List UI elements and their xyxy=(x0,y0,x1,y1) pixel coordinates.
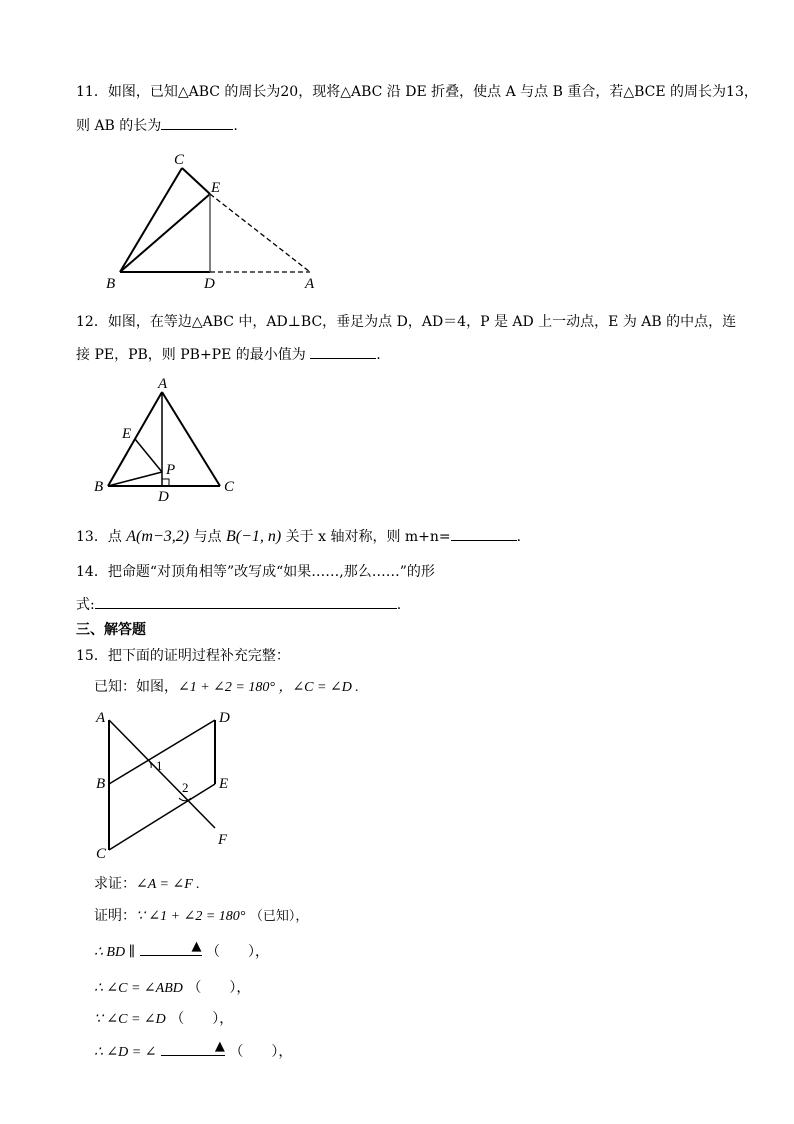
q15-step3 xyxy=(94,1009,233,1030)
q15-prove-math: ∠A = ∠F . xyxy=(136,877,200,892)
q13-end: . xyxy=(516,529,522,545)
q12-label-e: E xyxy=(122,426,132,442)
q15-step2-math: ∴ ∠C = ∠ABD xyxy=(94,981,183,996)
q14-text-line2 xyxy=(76,594,401,615)
q13-mid: 与点 xyxy=(193,529,222,545)
q15-step1 xyxy=(94,941,269,963)
q13-suffix: 关于 x 轴对称，则 m+n= xyxy=(285,529,451,545)
q15-proof-label: 证明： xyxy=(94,908,136,924)
q12-text-line1: 12．如图，在等边△ABC 中，AD⊥BC，垂足为点 D，AD＝4，P 是 AD 上一动点，E 为 AB 的中点，连 xyxy=(76,314,737,330)
q11-end: . xyxy=(233,118,238,134)
q14-text-line1: 14．把命题“对顶角相等”改写成“如果……,那么……”的形 xyxy=(76,564,435,580)
section-title: 三、解答题 xyxy=(76,622,146,638)
q12-figure xyxy=(92,374,252,504)
q13-point-b: B(−1, n) xyxy=(225,528,282,545)
q14-prefix: 式: xyxy=(76,597,95,613)
q15-step4-reason: （ ）， xyxy=(229,1044,293,1060)
q15-given-math: ∠1 + ∠2 = 180° ，∠C = ∠D . xyxy=(178,680,359,695)
q12-label-c: C xyxy=(224,479,235,495)
q12-label-b: B xyxy=(94,479,104,495)
q15-label-d: D xyxy=(219,710,230,726)
q11-figure xyxy=(100,148,330,293)
q11-label-c: C xyxy=(174,152,185,168)
q13-answer-blank[interactable] xyxy=(451,526,517,541)
q12-text-line2 xyxy=(76,344,381,365)
q15-step4 xyxy=(94,1041,292,1063)
q13-prefix: 13．点 xyxy=(76,529,122,545)
q15-label-e: E xyxy=(219,776,229,792)
q15-step4-math: ∴ ∠D = ∠ xyxy=(94,1045,157,1060)
q11-text-line2 xyxy=(76,115,238,136)
q15-intro: 15．把下面的证明过程补充完整： xyxy=(76,648,290,664)
q12-prompt: 接 PE，PB，则 PB+PE 的最小值为 xyxy=(76,347,306,363)
q12-end: . xyxy=(376,347,381,363)
q15-step4-marker: ▲ xyxy=(214,1039,225,1054)
q15-angle-1: 1 xyxy=(156,758,163,773)
q11-prompt: 则 AB 的长为 xyxy=(76,118,162,134)
q12-label-a: A xyxy=(158,376,168,392)
q15-figure xyxy=(92,706,242,866)
q13-point-a: A(m−3,2) xyxy=(126,528,190,545)
q15-step2 xyxy=(94,978,250,999)
q15-step1-blank[interactable] xyxy=(140,941,202,956)
q11-text-line1: 11．如图，已知△ABC 的周长为20，现将△ABC 沿 DE 折叠，使点 A 与点 B 重合，若△BCE 的周长为13， xyxy=(76,84,758,100)
q13-text xyxy=(76,526,521,547)
q12-label-p: P xyxy=(166,462,176,478)
q11-label-d: D xyxy=(204,276,215,292)
q11-label-a: A xyxy=(305,276,315,292)
q14-answer-blank[interactable] xyxy=(95,594,397,609)
q15-step1-marker: ▲ xyxy=(191,939,202,954)
q15-proof-reason: （已知）， xyxy=(249,909,309,924)
q15-label-c: C xyxy=(96,846,107,862)
q11-label-b: B xyxy=(106,276,116,292)
q12-label-d: D xyxy=(158,489,169,505)
q15-label-f: F xyxy=(218,832,228,848)
q15-prove xyxy=(94,874,200,895)
q15-step1-reason: （ ）， xyxy=(205,944,269,960)
q15-step2-reason: （ ）， xyxy=(187,980,251,996)
q11-answer-blank[interactable] xyxy=(161,115,233,130)
q15-given xyxy=(94,677,359,698)
q15-angle-2: 2 xyxy=(182,780,189,795)
q12-answer-blank[interactable] xyxy=(310,344,376,359)
q15-prove-label: 求证： xyxy=(94,876,136,892)
q11-label-e: E xyxy=(211,180,221,196)
q14-end: . xyxy=(396,597,402,613)
q15-step1-math: ∴ BD ∥ xyxy=(94,945,136,960)
q15-step4-blank[interactable] xyxy=(161,1041,225,1056)
q15-proof-math: ∵ ∠1 + ∠2 = 180° xyxy=(136,909,246,924)
q15-label-b: B xyxy=(96,776,106,792)
q15-given-label: 已知：如图， xyxy=(94,679,178,695)
q15-step3-reason: （ ）， xyxy=(170,1011,234,1027)
q15-step3-math: ∵ ∠C = ∠D xyxy=(94,1012,166,1027)
q15-proof-start xyxy=(94,906,308,927)
q15-label-a: A xyxy=(96,710,106,726)
